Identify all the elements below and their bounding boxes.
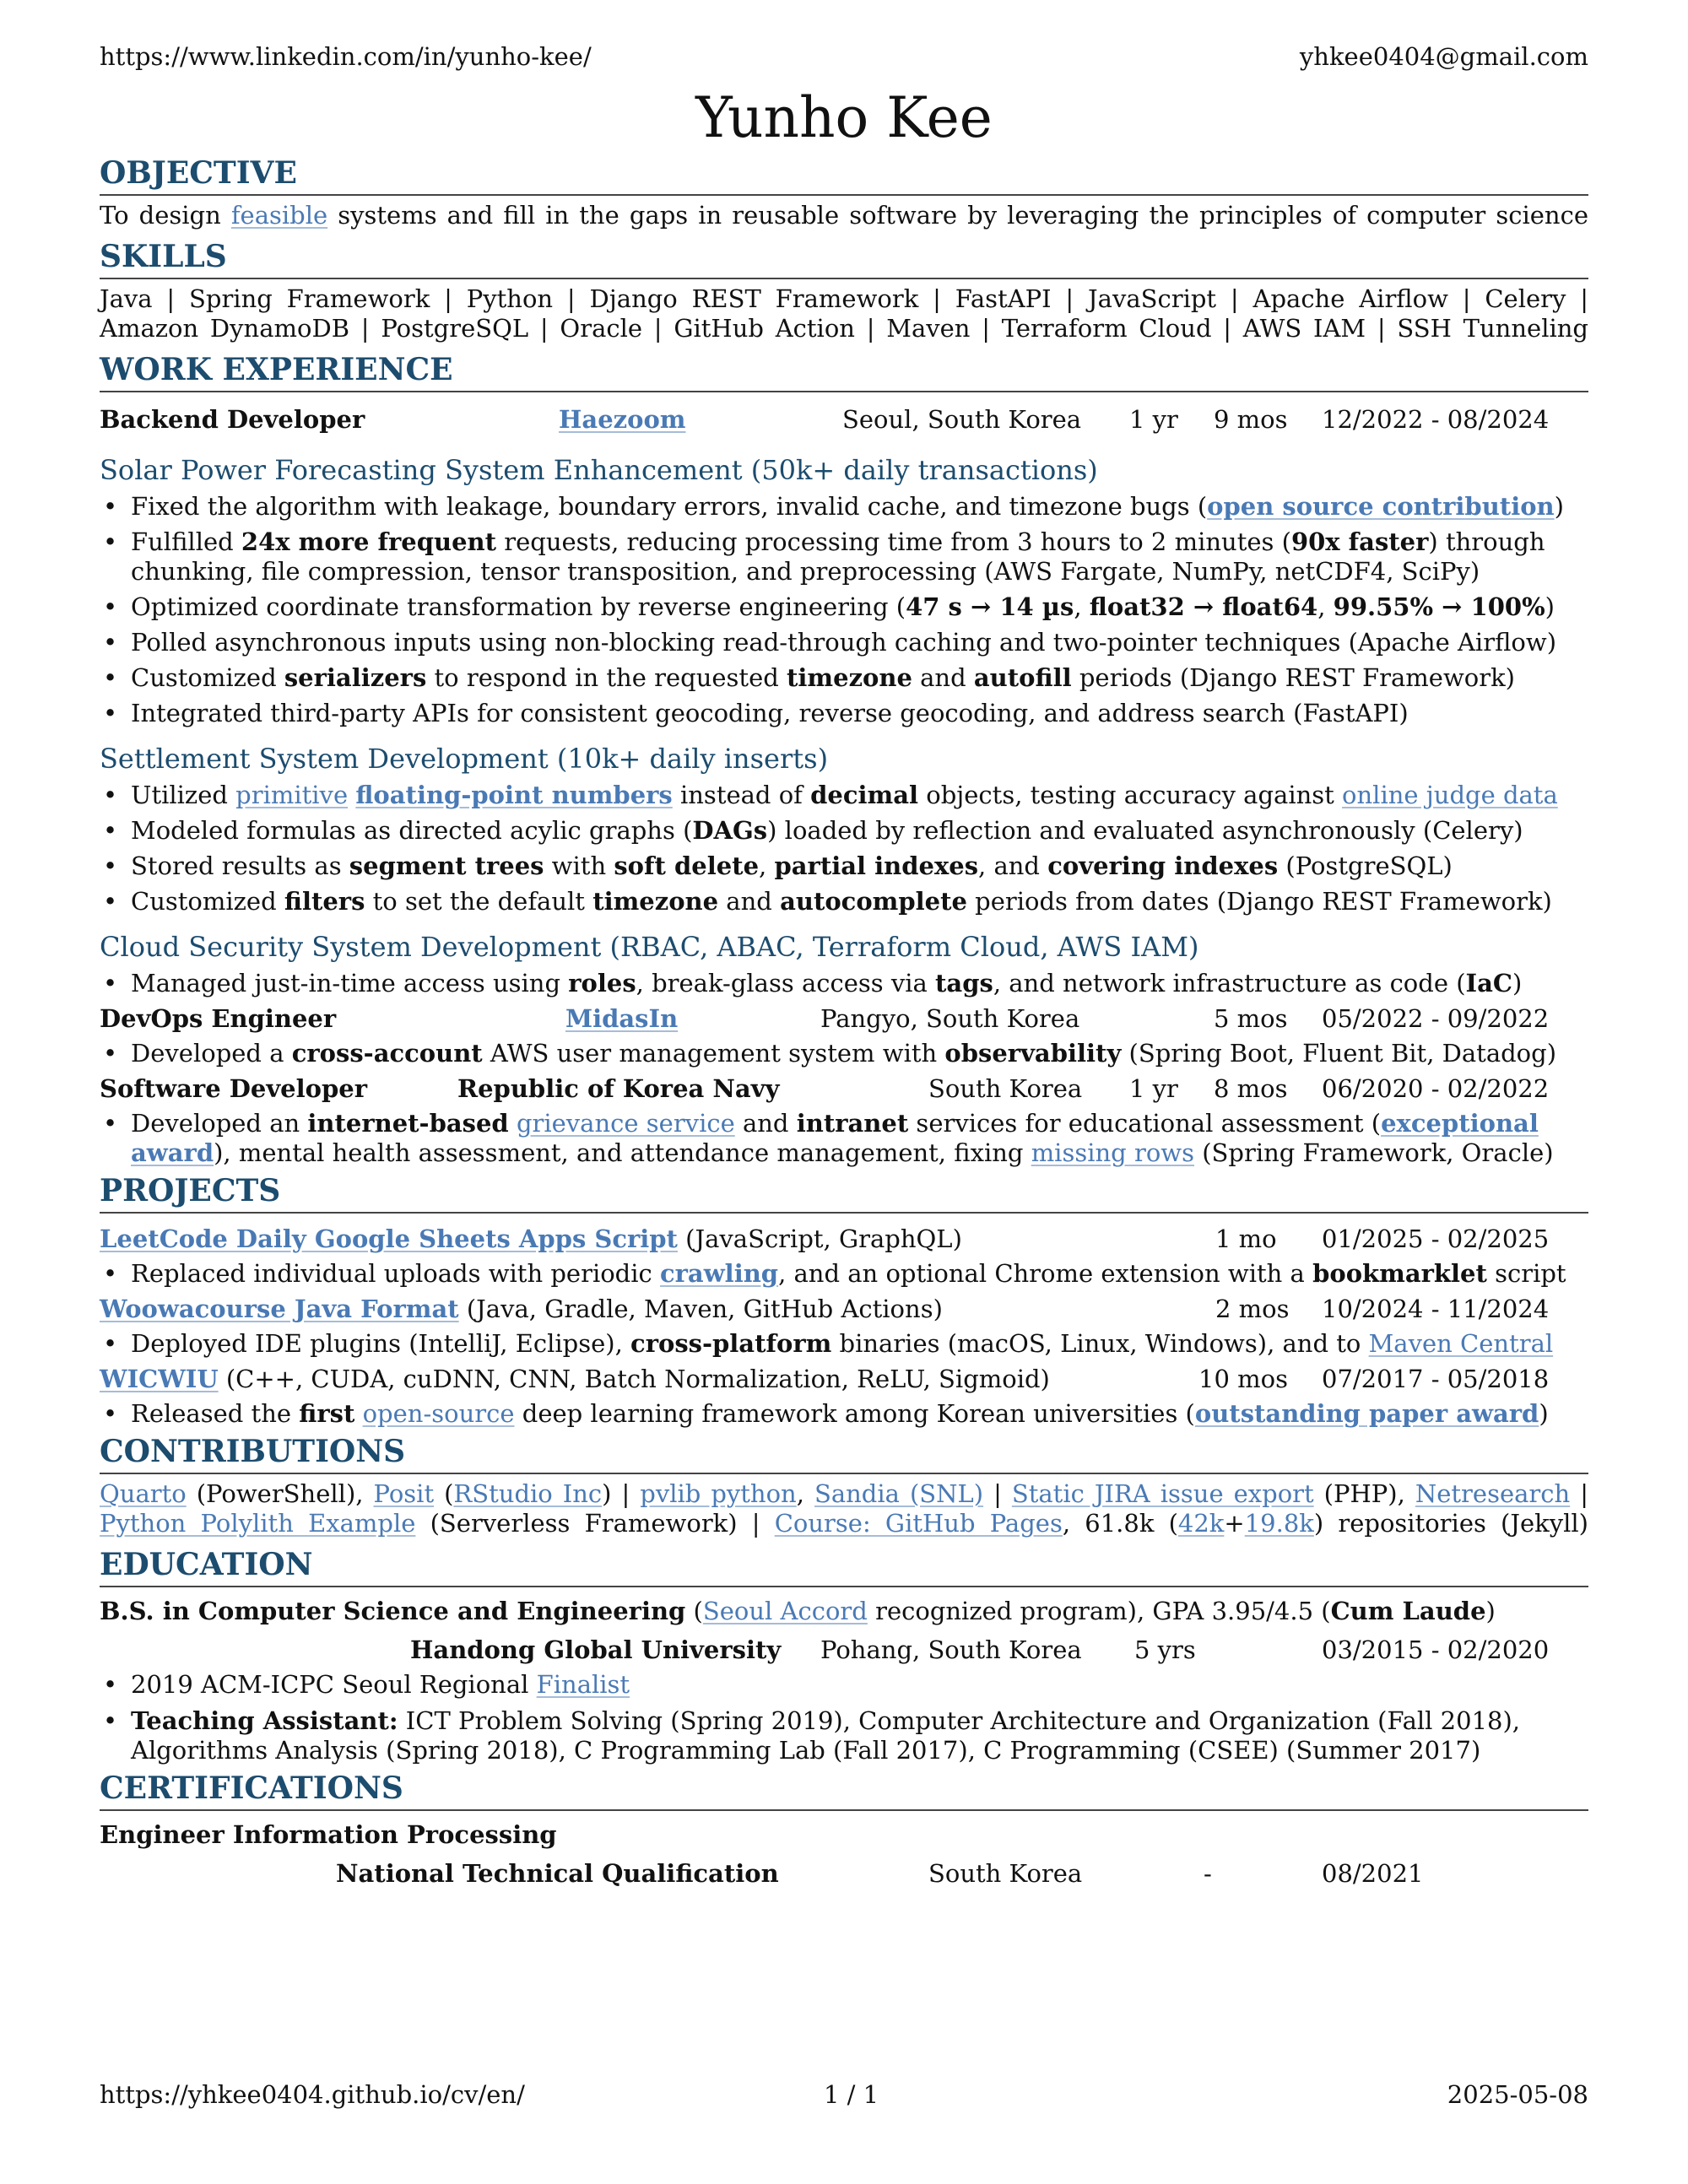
open-source-contribution-link[interactable]: open source contribution	[1207, 492, 1555, 521]
job-row-haezoom	[100, 399, 1588, 440]
education-bullets	[100, 1670, 1588, 1765]
project-title-settlement: Settlement System Development (10k+ daily inserts)	[100, 743, 829, 775]
page-number: 1 / 1	[824, 2080, 879, 2109]
job-dates: 12/2022 - 08/2024	[1322, 405, 1550, 434]
online-judge-data-link[interactable]: online judge data	[1342, 781, 1558, 809]
certification-name: Engineer Information Processing	[100, 1820, 557, 1849]
school-duration: 5 yrs	[1134, 1635, 1196, 1664]
objective-text: To design feasible systems and fill in the gaps in reusable software by leveraging the principles of computer science	[100, 201, 1588, 230]
python-polylith-link[interactable]: Python Polylith Example	[100, 1509, 416, 1538]
project-duration: 2 mos	[1215, 1295, 1290, 1323]
list-item: • Replaced individual uploads with periodic crawling, and an optional Chrome extension with a bookmarklet script	[100, 1259, 1588, 1289]
job-location: Seoul, South Korea	[842, 405, 1082, 434]
seoul-accord-link[interactable]: Seoul Accord	[702, 1597, 868, 1625]
finalist-link[interactable]: Finalist	[536, 1670, 630, 1699]
list-item: • Deployed IDE plugins (IntelliJ, Eclipse), cross-platform binaries (macOS, Linux, Windows), and to Maven Central	[100, 1329, 1588, 1359]
resume-page	[100, 42, 1588, 1894]
certification-detail-row	[100, 1853, 1588, 1894]
certification-date: 08/2021	[1322, 1859, 1424, 1888]
degree-name: B.S. in Computer Science and Engineering	[100, 1597, 686, 1625]
certification-issuer: National Technical Qualification	[336, 1859, 779, 1888]
job-years: 1 yr	[1129, 405, 1178, 434]
footer-date: 2025-05-08	[1447, 2080, 1588, 2109]
course-github-pages-link[interactable]: Course: GitHub Pages	[774, 1509, 1063, 1538]
wicwiu-project-link[interactable]: WICWIU	[100, 1365, 219, 1393]
certification-location: South Korea	[928, 1859, 1083, 1888]
school-dates: 03/2015 - 02/2020	[1322, 1635, 1550, 1664]
list-item: • Released the first open-source deep learning framework among Korean universities (outstanding paper award)	[100, 1399, 1588, 1429]
job-role: Backend Developer	[100, 405, 365, 434]
job-years: 1 yr	[1129, 1074, 1178, 1103]
list-item: • Customized filters to set the default timezone and autocomplete periods from dates (Django REST Framework)	[100, 887, 1588, 916]
email-link[interactable]: yhkee0404@gmail.com	[1299, 42, 1588, 71]
list-item: • Optimized coordinate transformation by reverse engineering (47 s → 14 µs, float32 → float64, 99.55% → 100%)	[100, 592, 1588, 622]
pvlib-python-link[interactable]: pvlib python	[640, 1479, 797, 1508]
section-contributions: CONTRIBUTIONS	[100, 1432, 1588, 1474]
certification-name-row	[100, 1816, 1588, 1853]
list-item: • 2019 ACM-ICPC Seoul Regional Finalist	[100, 1670, 1588, 1700]
contact-row	[100, 42, 1588, 84]
skills-line-2: Amazon DynamoDB | PostgreSQL | Oracle | GitHub Action | Maven | Terraform Cloud | AWS IAM | SSH Tunneling	[100, 314, 1588, 343]
resume-name: Yunho Kee	[695, 85, 993, 150]
section-education: EDUCATION	[100, 1545, 1588, 1587]
job-row-midasin	[100, 998, 1588, 1039]
project-duration: 1 mo	[1215, 1224, 1277, 1253]
project-row-woowacourse: Woowacourse Java Format (Java, Gradle, Maven, GitHub Actions) 2 mos 10/2024 - 11/2024	[100, 1289, 1588, 1329]
job-role: Software Developer	[100, 1074, 368, 1103]
degree-row: B.S. in Computer Science and Engineering (Seoul Accord recognized program), GPA 3.95/4.5 (Cum Laude)	[100, 1597, 1496, 1625]
list-item: • Polled asynchronous inputs using non-blocking read-through caching and two-pointer techniques (Apache Airflow)	[100, 628, 1588, 657]
job-role: DevOps Engineer	[100, 1004, 337, 1033]
outstanding-paper-award-link[interactable]: outstanding paper award	[1194, 1399, 1539, 1428]
maven-central-link[interactable]: Maven Central	[1368, 1329, 1554, 1358]
quarto-link[interactable]: Quarto	[100, 1479, 187, 1508]
section-skills: SKILLS	[100, 237, 1588, 279]
linkedin-link[interactable]: https://www.linkedin.com/in/yunho-kee/	[100, 42, 592, 71]
list-item: • Fixed the algorithm with leakage, boundary errors, invalid cache, and timezone bugs (open source contribution)	[100, 492, 1588, 522]
job-location: South Korea	[928, 1074, 1083, 1103]
42k-link[interactable]: 42k	[1177, 1509, 1225, 1538]
contributions-text: Quarto (PowerShell), Posit (RStudio Inc) | pvlib python, Sandia (SNL) | Static JIRA issue export (PHP), Netresearch | Python Polylith Example (Serverless Framework) | Course: GitHub Pages, 61.8k (42k+19.8k) repositories (Jekyll)	[100, 1479, 1588, 1538]
job-location: Pangyo, South Korea	[820, 1004, 1080, 1033]
project-duration: 10 mos	[1198, 1365, 1288, 1393]
list-item: • Modeled formulas as directed acylic graphs (DAGs) loaded by reflection and evaluated asynchronously (Celery)	[100, 816, 1588, 846]
list-item: • Integrated third-party APIs for consistent geocoding, reverse geocoding, and address search (FastAPI)	[100, 699, 1588, 728]
grievance-service-link[interactable]: grievance service	[516, 1109, 735, 1138]
page-footer	[100, 2078, 1588, 2111]
certification-duration: -	[1204, 1859, 1212, 1888]
leetcode-bullets	[100, 1259, 1588, 1289]
19-8k-link[interactable]: 19.8k	[1244, 1509, 1314, 1538]
list-item: • Stored results as segment trees with soft delete, partial indexes, and covering indexes (PostgreSQL)	[100, 851, 1588, 881]
school-row	[100, 1630, 1588, 1670]
job-row-navy	[100, 1068, 1588, 1109]
skills-list	[100, 284, 1588, 343]
section-work-experience: WORK EXPERIENCE	[100, 350, 1588, 392]
netresearch-link[interactable]: Netresearch	[1415, 1479, 1571, 1508]
project-row-wicwiu: WICWIU (C++, CUDA, cuDNN, CNN, Batch Normalization, ReLU, Sigmoid) 10 mos 07/2017 - 05/2018	[100, 1359, 1588, 1399]
school-name: Handong Global University	[410, 1635, 782, 1664]
exceptional-award-link[interactable]: exceptional award	[131, 1109, 1539, 1167]
project-dates: 07/2017 - 05/2018	[1322, 1365, 1550, 1393]
project-title-solar: Solar Power Forecasting System Enhancement (50k+ daily transactions)	[100, 454, 1098, 486]
midasin-bullets	[100, 1039, 1588, 1068]
project-dates: 01/2025 - 02/2025	[1322, 1224, 1550, 1253]
list-item: • Utilized primitive floating-point numbers instead of decimal objects, testing accuracy against online judge data	[100, 781, 1588, 810]
list-item: • Managed just-in-time access using roles, break-glass access via tags, and network infrastructure as code (IaC)	[100, 969, 1588, 998]
rstudio-link[interactable]: RStudio Inc	[453, 1479, 603, 1508]
woowacourse-bullets	[100, 1329, 1588, 1359]
skills-line-1: Java | Spring Framework | Python | Django REST Framework | FastAPI | JavaScript | Apache Airflow | Celery |	[100, 284, 1588, 313]
navy-bullets	[100, 1109, 1588, 1168]
floating-point-link[interactable]: floating-point numbers	[355, 781, 673, 809]
solar-bullets	[100, 492, 1588, 728]
list-item: • Developed an internet-based grievance service and intranet services for educational assessment (exceptional award), mental health assessment, and attendance management, fixing missing rows (Spring Framework, Oracle)	[100, 1109, 1588, 1168]
list-item: • Developed a cross-account AWS user management system with observability (Spring Boot, Fluent Bit, Datadog)	[100, 1039, 1588, 1068]
list-item: • Teaching Assistant: ICT Problem Solving (Spring 2019), Computer Architecture and Organization (Fall 2018), Algorithms Analysis (Spring 2018), C Programming Lab (Fall 2017), C Programming (CSEE) (Summer 2017)	[100, 1706, 1588, 1765]
woowacourse-project-link[interactable]: Woowacourse Java Format	[100, 1295, 459, 1323]
settlement-bullets	[100, 781, 1588, 916]
job-months: 9 mos	[1214, 405, 1288, 434]
section-certifications: CERTIFICATIONS	[100, 1769, 1588, 1811]
project-row-leetcode: LeetCode Daily Google Sheets Apps Script (JavaScript, GraphQL) 1 mo 01/2025 - 02/2025	[100, 1219, 1588, 1259]
posit-link[interactable]: Posit	[373, 1479, 435, 1508]
job-dates: 06/2020 - 02/2022	[1322, 1074, 1550, 1103]
section-projects: PROJECTS	[100, 1171, 1588, 1214]
job-months: 8 mos	[1214, 1074, 1288, 1103]
list-item: • Customized serializers to respond in the requested timezone and autofill periods (Django REST Framework)	[100, 663, 1588, 693]
cloud-security-bullets	[100, 969, 1588, 998]
list-item: • Fulfilled 24x more frequent requests, reducing processing time from 3 hours to 2 minutes (90x faster) through chunking, file compression, tensor transposition, and preprocessing (AWS Fargate, NumPy, netCDF4, SciPy)	[100, 527, 1588, 587]
project-dates: 10/2024 - 11/2024	[1322, 1295, 1550, 1323]
static-jira-link[interactable]: Static JIRA issue export	[1011, 1479, 1314, 1508]
footer-url[interactable]: https://yhkee0404.github.io/cv/en/	[100, 2080, 525, 2109]
company-navy: Republic of Korea Navy	[457, 1074, 780, 1103]
primitive-link[interactable]: primitive	[235, 781, 349, 809]
company-link-midasin[interactable]: MidasIn	[565, 1004, 679, 1033]
company-link-haezoom[interactable]: Haezoom	[559, 405, 686, 434]
section-objective: OBJECTIVE	[100, 154, 1588, 196]
wicwiu-bullets	[100, 1399, 1588, 1429]
school-location: Pohang, South Korea	[820, 1635, 1082, 1664]
feasible-link[interactable]: feasible	[230, 201, 328, 230]
job-months: 5 mos	[1214, 1004, 1288, 1033]
sandia-link[interactable]: Sandia (SNL)	[814, 1479, 984, 1508]
leetcode-project-link[interactable]: LeetCode Daily Google Sheets Apps Script	[100, 1224, 678, 1253]
job-dates: 05/2022 - 09/2022	[1322, 1004, 1550, 1033]
open-source-link[interactable]: open-source	[362, 1399, 515, 1428]
missing-rows-link[interactable]: missing rows	[1031, 1138, 1194, 1167]
crawling-link[interactable]: crawling	[659, 1259, 779, 1288]
project-title-cloud-security: Cloud Security System Development (RBAC, ABAC, Terraform Cloud, AWS IAM)	[100, 931, 1199, 963]
